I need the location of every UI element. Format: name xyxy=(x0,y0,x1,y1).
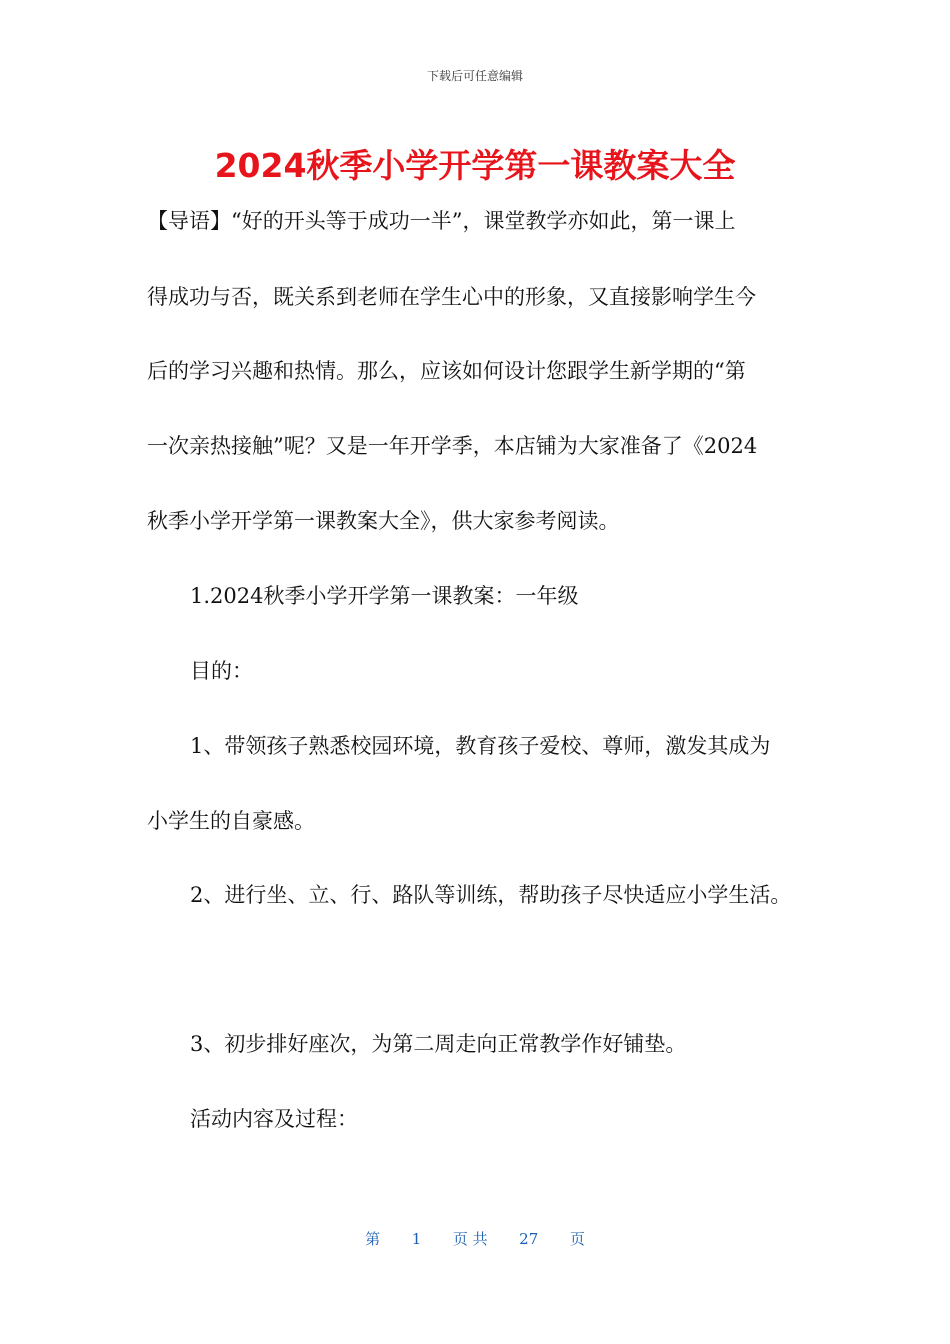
goal-2: 2、进行坐、立、行、路队等训练，帮助孩子尽快适应小学生活。 xyxy=(190,883,792,907)
section-heading: 1.2024秋季小学开学第一课教案：一年级 xyxy=(190,584,579,608)
page-title: 2024秋季小学开学第一课教案大全 xyxy=(214,146,736,185)
intro-line-5: 秋季小学开学第一课教案大全》，供大家参考阅读。 xyxy=(147,509,620,533)
intro-line-2: 得成功与否，既关系到老师在学生心中的形象，又直接影响学生今 xyxy=(147,285,756,309)
intro-line-3: 后的学习兴趣和热情。那么，应该如何设计您跟学生新学期的“第 xyxy=(147,359,746,383)
intro-line-4: 一次亲热接触”呢？又是一年开学季，本店铺为大家准备了《2024 xyxy=(147,434,758,458)
footer-page-word: 第 xyxy=(365,1230,381,1248)
goal-1-line-2: 小学生的自豪感。 xyxy=(147,809,315,833)
page-footer xyxy=(0,1228,950,1249)
header-note: 下载后可任意编辑 xyxy=(426,69,523,83)
activity-label: 活动内容及过程： xyxy=(190,1107,358,1131)
goal-1-line-1: 1、带领孩子熟悉校园环境，教育孩子爱校、尊师，激发其成为 xyxy=(190,734,771,758)
footer-page-number: 1 xyxy=(411,1230,422,1248)
goal-3: 3、初步排好座次，为第二周走向正常教学作好铺垫。 xyxy=(190,1032,687,1056)
footer-total-pages: 27 xyxy=(519,1230,539,1248)
footer-page-end: 页 xyxy=(569,1230,585,1248)
purpose-label: 目的： xyxy=(190,659,253,683)
footer-page-of: 页 共 xyxy=(452,1230,488,1248)
intro-line-1: 【导语】“好的开头等于成功一半”，课堂教学亦如此，第一课上 xyxy=(147,209,736,233)
